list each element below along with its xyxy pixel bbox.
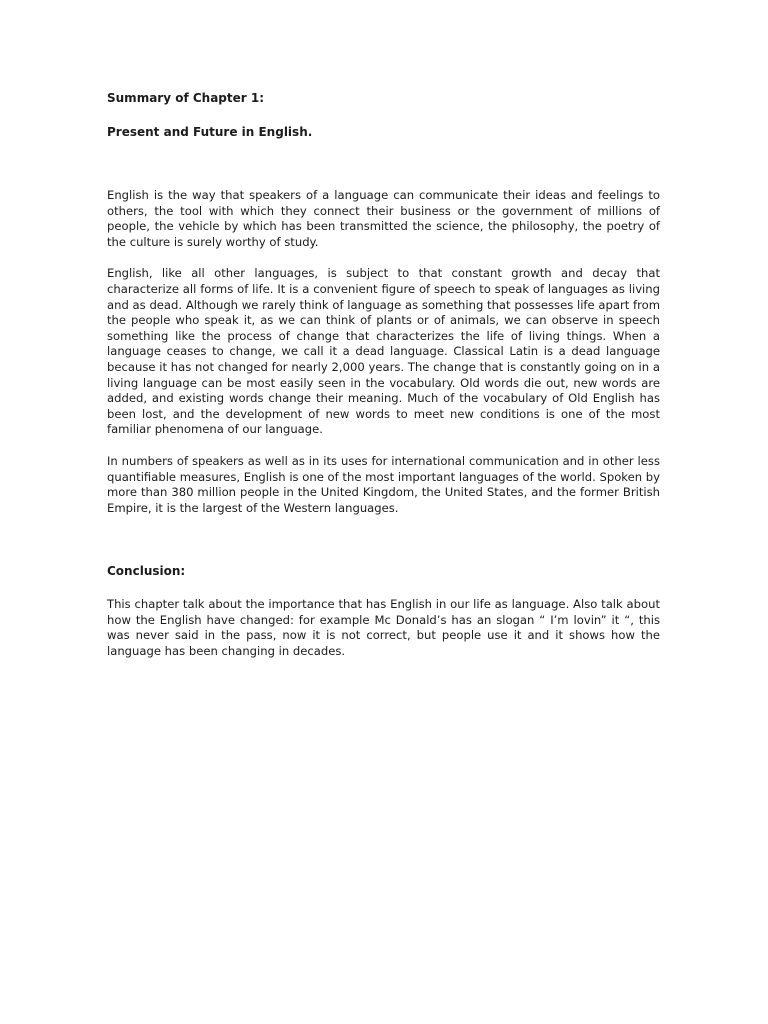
conclusion-paragraph: This chapter talk about the importance that has English in our life as language. Also talk about how the English have changed: for example Mc Donald’s has an slogan “ I’m lovin” it “, this was never said in the pass, now it is not correct, but people use it and it shows how the language has been changing in decades. bbox=[107, 597, 660, 659]
document-content bbox=[107, 90, 660, 660]
chapter-title: Present and Future in English. bbox=[107, 125, 313, 139]
body-paragraph-1: English is the way that speakers of a language can communicate their ideas and feelings to others, the tool with which they connect their business or the government of millions of people, the vehicle by which has been transmitted the science, the philosophy, the poetry of the culture is surely worthy of study. bbox=[107, 188, 660, 249]
conclusion-heading: Conclusion: bbox=[107, 564, 186, 579]
summary-heading: Summary of Chapter 1: bbox=[107, 91, 265, 105]
body-paragraph-3: In numbers of speakers as well as in its uses for international communication and in other less quantifiable measures, English is one of the most important languages of the world. Spoken by more than 380 million people in the United Kingdom, the United States, and the former British Empire, it is the largest of the Western languages. bbox=[107, 453, 660, 515]
body-paragraph-2: English, like all other languages, is subject to that constant growth and decay that characterize all forms of life. It is a convenient figure of speech to speak of languages as living and as dead. Although we rarely think of language as something that possesses life apart from the people who speak it, as we can think of plants or of animals, we can observe in speech something like the process of change that characterizes the life of living things. When a language ceases to change, we call it a dead language. Classical Latin is a dead language because it has not changed for nearly 2,000 years. The change that is constantly going on in a living language can be most easily seen in the vocabulary. Old words die out, new words are added, and existing words change their meaning. Much of the vocabulary of Old English has been lost, and the development of new words to meet new conditions is one of the most familiar phenomena of our language. bbox=[107, 266, 660, 437]
